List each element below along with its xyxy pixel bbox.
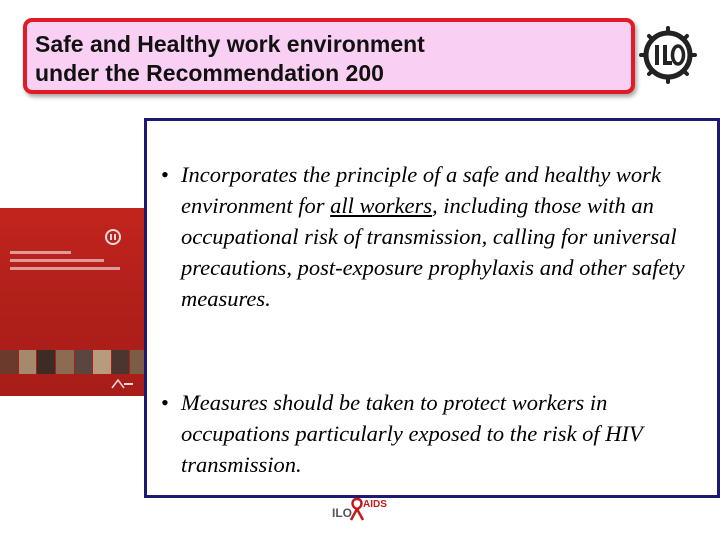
ilo-aids-ribbon-icon — [330, 497, 394, 523]
bullet-emphasis: all workers — [330, 193, 433, 218]
bullet-item — [161, 387, 709, 480]
title-line-1: Safe and Healthy work environment — [35, 31, 425, 57]
book-cover-text-lines — [10, 246, 120, 275]
bullet-marker: • — [161, 390, 169, 415]
bullet-text-continued: , including those with an occupational risk of transmission, calling for universal precautions, post-exposure prophylaxis and other safety measures. — [181, 193, 685, 311]
bullet-text: Incorporates the principle of a safe and healthy work environment for — [181, 162, 661, 218]
slide-title — [35, 30, 425, 88]
title-box — [23, 18, 635, 94]
bullet-marker: • — [161, 162, 169, 187]
bullet-item — [161, 159, 709, 314]
book-ribbon-icon — [108, 378, 134, 390]
footer-logo-ilo-text: ILO — [332, 506, 352, 520]
ilo-logo-icon — [638, 25, 698, 85]
title-line-2: under the Recommendation 200 — [35, 60, 384, 86]
footer-logo-aids-text: AIDS — [363, 499, 387, 510]
content-panel — [144, 118, 720, 498]
recommendation-book-cover — [0, 208, 148, 396]
bullet-text: Measures should be taken to protect workers in occupations particularly exposed to the risk of HIV transmission. — [181, 390, 643, 477]
book-ilo-logo-icon — [104, 228, 122, 246]
book-photo-strip — [0, 350, 148, 374]
